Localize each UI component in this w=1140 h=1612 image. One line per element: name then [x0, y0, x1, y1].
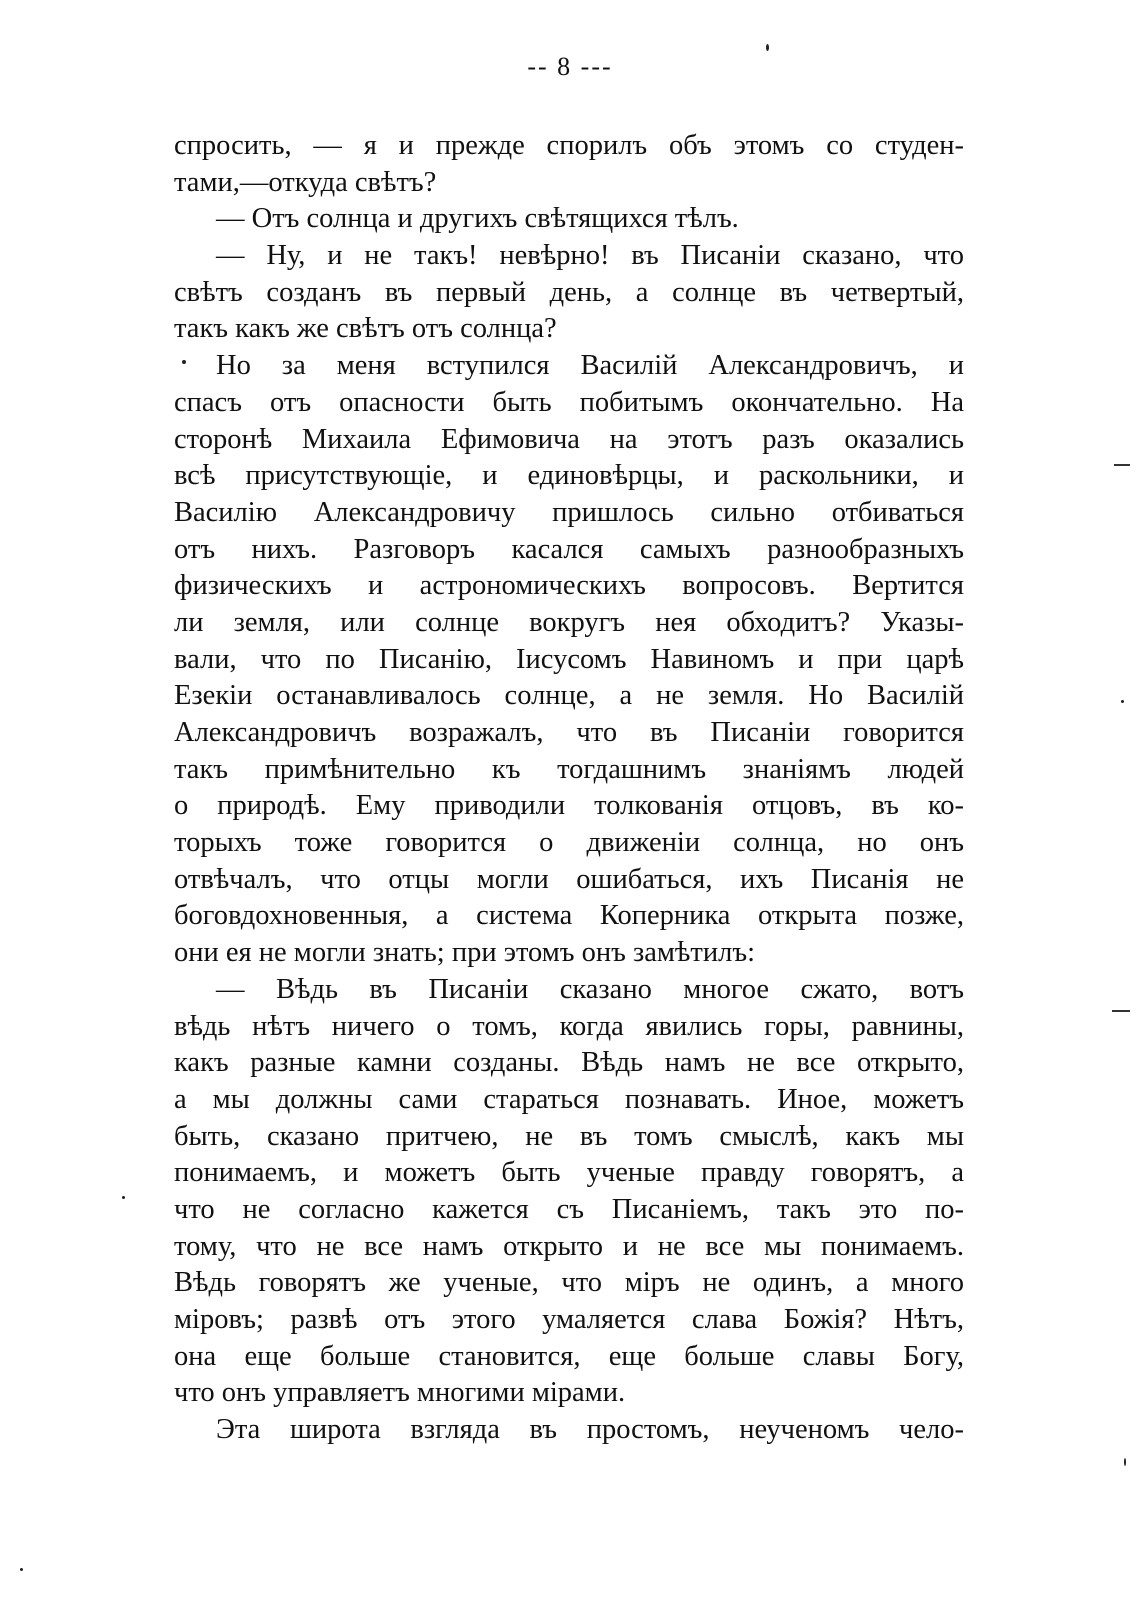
text-line: Александровичъ возражалъ, что въ Писаніи говорится — [174, 717, 964, 748]
scan-mark — [1112, 1010, 1130, 1012]
text-line: боговдохновенныя, а система Коперника открыта позже, — [174, 900, 964, 932]
text-line: понимаемъ, и можетъ быть ученые правду говорятъ, а — [174, 1157, 964, 1189]
scan-mark — [1114, 464, 1130, 466]
text-line: тами,—откуда свѣтъ? — [174, 166, 437, 198]
page-number: -- 8 --- — [527, 52, 613, 81]
text-line: о природѣ. Ему приводили толкованія отцовъ, въ ко- — [174, 790, 964, 822]
text-line: какъ разные камни созданы. Вѣдь намъ не все открыто, — [174, 1047, 964, 1079]
scan-speck — [766, 44, 769, 51]
scan-speck — [1124, 1458, 1126, 1466]
text-line: Вѣдь говорятъ же ученые, что міръ не одинъ, а много — [174, 1267, 964, 1299]
text-line: она еще больше становится, еще больше славы Богу, — [174, 1340, 964, 1372]
body-text — [174, 128, 964, 1449]
text-line: міровъ; развѣ отъ этого умаляется слава Божія? Нѣтъ, — [174, 1304, 964, 1335]
text-line: отъ нихъ. Разговоръ касался самыхъ разнообразныхъ — [174, 533, 964, 565]
text-line: такъ примѣнительно къ тогдашнимъ знаніямъ людей — [174, 753, 964, 785]
text-line: вали, что по Писанію, Іисусомъ Навиномъ и при царѣ — [174, 643, 964, 675]
text-line: отвѣчалъ, что отцы могли ошибаться, ихъ Писанія не — [174, 863, 964, 895]
text-line: Василію Александровичу пришлось сильно отбиваться — [174, 496, 964, 528]
text-line: такъ какъ же свѣтъ отъ солнца? — [174, 313, 557, 345]
text-line: — Вѣдь въ Писаніи сказано многое сжато, вотъ — [216, 973, 964, 1005]
text-line: Но за меня вступился Василій Александровичъ, и — [216, 350, 964, 382]
text-line: тому, что не все намъ открыто и не все мы понимаемъ. — [174, 1230, 964, 1262]
scan-speck — [182, 360, 186, 364]
text-line: быть, сказано притчею, не въ томъ смыслѣ, какъ мы — [174, 1120, 964, 1152]
text-line: — Ну, и не такъ! невѣрно! въ Писаніи сказано, что — [216, 240, 964, 272]
text-line: сторонѣ Михаила Ефимовича на этотъ разъ оказались — [174, 423, 964, 455]
scan-speck — [20, 1568, 23, 1571]
text-line: спросить, — я и прежде спорилъ объ этомъ со студен- — [174, 130, 964, 161]
text-line: свѣтъ созданъ въ первый день, а солнце въ четвертый, — [174, 276, 964, 308]
text-line: спасъ отъ опасности быть побитымъ окончательно. На — [174, 386, 964, 418]
scan-speck — [1121, 700, 1124, 703]
text-line: торыхъ тоже говорится о движеніи солнца, но онъ — [174, 827, 964, 859]
text-line: а мы должны сами стараться познавать. Иное, можетъ — [174, 1083, 964, 1115]
text-line: Эта широта взгляда въ простомъ, неученомъ чело- — [216, 1414, 964, 1446]
text-line: вѣдь нѣтъ ничего о томъ, когда явились горы, равнины, — [174, 1010, 964, 1042]
text-line: что не согласно кажется съ Писаніемъ, такъ это по- — [174, 1193, 964, 1225]
scan-speck — [122, 1196, 125, 1199]
text-line: они ея не могли знать; при этомъ онъ замѣтилъ: — [174, 937, 755, 969]
text-line: Езекіи останавливалось солнце, а не земля. Но Василій — [174, 680, 964, 712]
text-line: что онъ управляетъ многими мірами. — [174, 1377, 626, 1409]
text-line: физическихъ и астрономическихъ вопросовъ. Вертится — [174, 570, 964, 602]
text-line: всѣ присутствующіе, и единовѣрцы, и раскольники, и — [174, 460, 964, 492]
text-line: — Отъ солнца и другихъ свѣтящихся тѣлъ. — [216, 203, 739, 235]
text-line: ли земля, или солнце вокругъ нея обходитъ? Указы- — [174, 606, 964, 638]
